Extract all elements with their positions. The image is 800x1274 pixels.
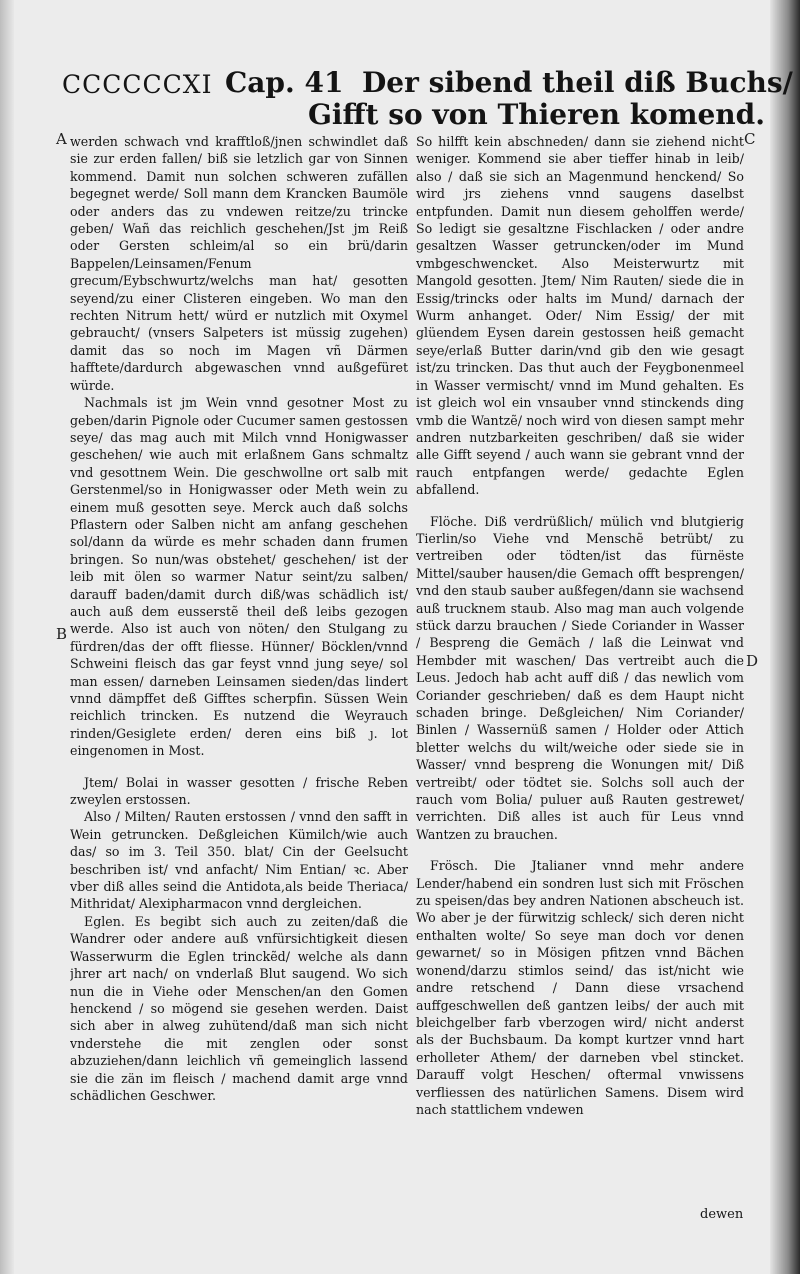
left-paragraph-5: Eglen. Es begibt sich auch zu zeiten/daß die Wandrer oder andere auß vnfürsichtigkeit diesen Wasserwurm die Eglen trinckẽd/ welche als dann jhrer art nach/ on vnderlaß Blut saugend. Wo sich nun die in Viehe oder Menschen/an den Gomen henckend / so mögend sie gesehen werden. Daist sich aber in alweg zuhütend/daß man sich nicht vnderstehe die mit zenglen oder sonst abzuziehen/dann leichlich vñ gemeinglich lassend sie die zän im fleisch / machend damit arge vnnd schädlichen Geschwer. <box>70 913 408 1103</box>
page-edge-left <box>0 0 14 1274</box>
left-paragraph-4: Also / Milten/ Rauten erstossen / vnnd den safft in Wein getruncken. Deßgleichen Kümilch/wie auch das/ so im 3. Teil 350. blat/ Cin der Geelsucht beschriben ist/ vnd anfacht/ Nim Entian/ ꝛc. Aber vber diß alles seind die Antidota,als beide Theriaca/ Mithridat/ Alexipharmacon vnnd dergleichen. <box>70 809 408 912</box>
right-column <box>416 133 744 1208</box>
margin-marker-b: B <box>56 625 68 643</box>
right-paragraph-3: Frösch. Die Jtalianer vnnd mehr andere Lender/habend ein sondren lust sich mit Fröschen zu speisen/das bey andren Nationen abscheuch ist. Wo aber je der fürwitzig schleck/ sich deren nicht enthalten wolte/ So seye man doch vor denen gewarnet/ so in Mösigen pfitzen vnnd Bächen wonend/darzu stimlos seind/ das ist/nicht wie andre retschend / Dann diese vrsachend auffgeschwellen deß gantzen leibs/ der auch mit bleichgelber farb vberzogen wird/ nicht anderst als der Buchsbaum. Da kompt kurtzer vnnd hart erholleter Athem/ der darneben vbel stincket. Darauff volgt Heschen/ oftermal vnwissens verfliessen des natürlichen Samens. Disem wird nach stattlichem vndewen <box>416 858 744 1117</box>
right-paragraph-2: Flöche. Diß verdrüßlich/ mülich vnd blutgierig Tierlin/so Viehe vnd Menschẽ betrübt/ zu vertreiben oder tödten/ist das fürnëste Mittel/sauber hausen/die Gemach offt besprengen/ vnd den staub sauber außfegen/dann sie wachsend auß trucknem staub. Also mag man auch volgende stück darzu brauchen / Siede Coriander in Wasser / Bespreng die Gemäch / laß die Leinwat vnd Hembder mit waschen/ Das vertreibt auch die Leus. Jedoch hab acht auff diß / das newlich vom Coriander geschrieben/ daß es dem Haupt nicht schaden bringe. Deßgleichen/ Nim Coriander/ Binlen / Wassernüß samen / Holder oder Attich bletter welchs du wilt/weiche oder siede sie in Wasser/ vnnd bespreng die Wonungen mit/ Diß vertreibt/ oder tödtet sie. Solchs soll auch der rauch vom Bolia/ puluer auß Rauten gestrewet/ verrichten. Diß alles ist auch für Leus vnnd Wantzen zu brauchen. <box>416 513 744 842</box>
running-title-line2: Gifft so von Thieren komend. <box>308 98 765 131</box>
left-paragraph-2: Nachmals ist jm Wein vnnd gesotner Most zu geben/darin Pignole oder Cucumer samen gestossen seye/ das mag auch mit Milch vnnd Honigwasser geschehen/ wie auch mit erlaßnem Gans schmaltz vnd gesottnem Wein. Die geschwollne ort salb mit Gerstenmel/so in Honigwasser oder Meth wein zu einem muß gesotten seye. Merck auch daß solchs Pflastern oder Salben nicht am anfang geschehen sol/dann da würde es mehr schaden dann frumen bringen. So nun/was obstehet/ geschehen/ ist der leib mit ölen so warmer Natur seint/zu salben/ darauff baden/damit durch diß/was schädlich ist/ auch auß dem eusserstẽ theil deß leibs gezogen werde. Also ist auch von nöten/ den Stulgang zu fürdren/das der offt fliesse. Hünner/ Böcklen/vnnd Schweini fleisch das gar feyst vnnd jung seye/ sol man essen/ darneben Leinsamen sieden/das lindert vnnd dämpffet deß Gifftes scherpfin. Süssen Wein reichlich trincken. Es nutzend die Weyrauch rinden/Gesiglete erden/ deren eins biß ȷ. lot eingenomen in Most. <box>70 395 408 759</box>
margin-marker-d: D <box>746 652 759 670</box>
chapter-label: Cap. 41 <box>225 66 344 99</box>
left-paragraph-3: Jtem/ Bolai in wasser gesotten / frische Reben zweylen erstossen. <box>70 774 408 808</box>
margin-marker-a: A <box>56 130 67 148</box>
folio-number: CCCCCCXI <box>62 70 213 99</box>
left-column <box>70 133 408 1208</box>
catchword: dewen <box>700 1207 744 1222</box>
margin-marker-c: C <box>744 130 756 148</box>
right-paragraph-1: So hilfft kein abschneden/ dann sie ziehend nicht weniger. Kommend sie aber tieffer hinab in leib/ also / daß sie sich an Magenmund henckend/ So wird jrs ziehens vnnd saugens daselbst entpfunden. Damit nun diesem geholffen werde/ So ledigt sie gesaltzne Fischlacken / oder andre gesaltzen Wasser getruncken/oder im Mund vmbgeschwencket. Also Meisterwurtz mit Mangold gesotten. Jtem/ Nim Rauten/ siede die in Essig/trincks oder halts im Mund/ darnach der Wurm anhanget. Oder/ Nim Essig/ der mit glüendem Eysen darein gestossen heiß gemacht seye/erlaß Butter darin/vnd gib den wie gesagt ist/zu trincken. Das thut auch der Feygbonenmeel in Wasser vermischt/ vnnd im Mund gehalten. Es ist gleich wol ein vnsauber vnnd stinckends ding vmb die Wantzẽ/ noch wird von diesen sampt mehr andren nutzbarkeiten geschriben/ daß sie wider alle Gifft seyend / auch wann sie gebrant vnnd der rauch entpfangen werde/ gedachte Eglen abfallend. <box>416 134 744 498</box>
page-edge-right <box>770 0 800 1274</box>
left-paragraph-1: werden schwach vnd krafftloß/jnen schwindlet daß sie zur erden fallen/ biß sie letzlich gar von Sinnen kommend. Damit nun solchen schweren zufällen begegnet werde/ Soll mann dem Krancken Baumöle oder anders das zu vndewen reitze/zu trincke geben/ Wañ das reichlich geschehen/Jst jm Reiß oder Gersten schleim/al so ein brü/darin Bappelen/Leinsamen/Fenum grecum/Eybschwurtz/welchs man hat/ gesotten seyend/zu einer Clisteren eingeben. Wo man den rechten Nitrum hett/ würd er nutzlich mit Oxymel gebraucht/ (vnsers Salpeters ist müssig zugehen) damit das so noch im Magen vñ Därmen hafftete/dardurch abgewaschen vnnd außgefüret würde. <box>70 134 408 393</box>
running-title-line1: Der sibend theil diß Buchs/ <box>362 66 793 99</box>
page-header <box>62 62 793 132</box>
